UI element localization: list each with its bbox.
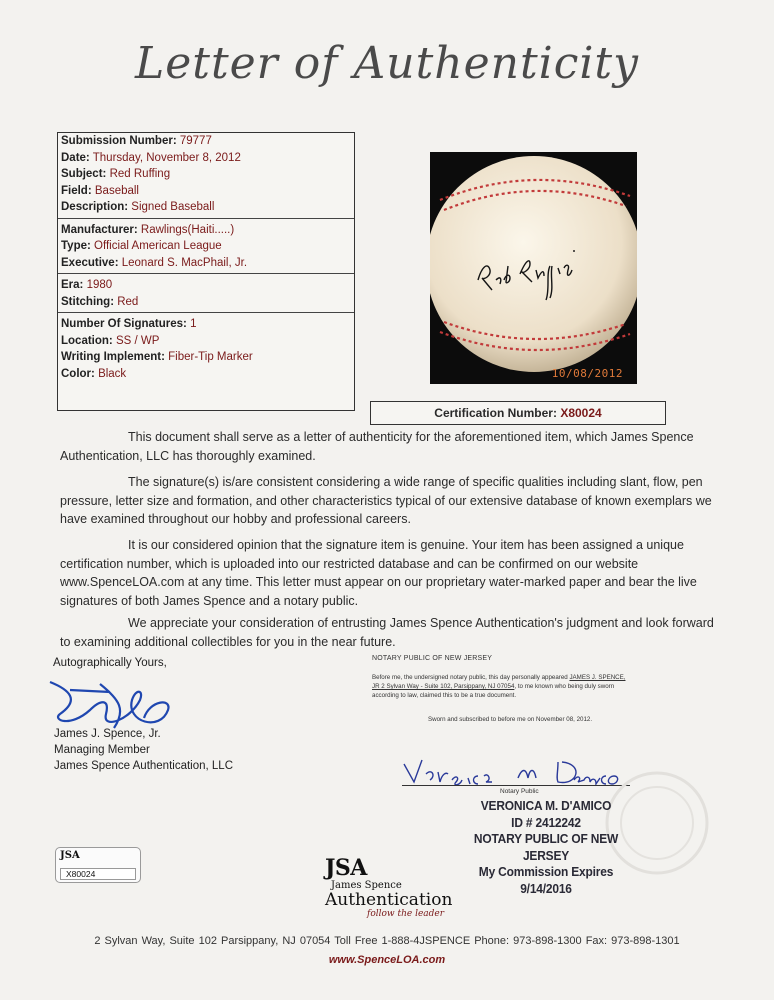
detail-row: [58, 255, 354, 272]
detail-row: [58, 166, 354, 183]
detail-value: Fiber-Tip Marker: [168, 351, 253, 363]
notary-sworn-text: Sworn and subscribed to before me on November 08, 2012.: [428, 716, 593, 723]
notary-signature-stroke: [404, 760, 618, 785]
stamp-title: NOTARY PUBLIC OF NEW JERSEY: [473, 831, 619, 863]
certification-number-box: [370, 401, 666, 425]
detail-row: [58, 133, 354, 150]
paragraph: [60, 614, 720, 651]
signer-role: Managing Member: [54, 744, 150, 756]
detail-value: Red: [117, 295, 139, 308]
detail-label: Submission Number:: [61, 135, 177, 147]
detail-value: Leonard S. MacPhail, Jr.: [121, 256, 248, 269]
signer-company: James Spence Authentication, LLC: [54, 760, 234, 772]
jsa-logo: [325, 855, 475, 919]
divider: [58, 273, 354, 274]
detail-label: Color:: [61, 367, 95, 380]
jsa-sticker: [55, 847, 141, 883]
sticker-logo: JSA: [60, 850, 80, 861]
detail-label: Manufacturer:: [61, 223, 138, 236]
detail-label: Location:: [61, 334, 113, 347]
detail-value: Official American League: [94, 240, 222, 252]
baseball-photo: [430, 152, 637, 384]
detail-row: [58, 199, 354, 216]
detail-label: Type:: [61, 240, 91, 252]
signature-stroke: [50, 682, 168, 728]
divider: [58, 218, 354, 219]
page-title: Letter of Authenticity: [135, 38, 639, 89]
paragraph-text: The signature(s) is/are consistent considering a wide range of specific qualities including slant, flow, pen pressure, letter size and formation, and other characteristics typical of our extensive database of known exemplars we have examined throughout our hobby and professional careers.: [60, 475, 712, 526]
sticker-number: X80024: [60, 868, 136, 880]
signer-block: [54, 726, 233, 774]
paragraph-text: This document shall serve as a letter of authenticity for the aforementioned item, which James Spence Authentication, LLC has thoroughly examined.: [60, 430, 694, 463]
detail-label: Stitching:: [61, 295, 115, 308]
detail-value: Signed Baseball: [131, 201, 215, 213]
footer-address: 2 Sylvan Way, Suite 102 Parsippany, NJ 07054 Toll Free 1-888-4JSPENCE Phone: 973-898-1300 Fax: 973-898-1301: [94, 935, 680, 947]
detail-value: 79777: [179, 135, 212, 147]
detail-row: [58, 222, 354, 239]
detail-row: [58, 277, 354, 294]
notary-stamp: [454, 798, 638, 897]
logo-james-spence: James Spence: [331, 880, 402, 891]
stamp-commission: My Commission Expires 9/14/2016: [478, 864, 614, 896]
certification-number: X80024: [560, 406, 602, 420]
detail-value: 1: [190, 318, 197, 330]
detail-label: Date:: [61, 151, 90, 164]
detail-label: Executive:: [61, 256, 119, 269]
baseball-image: [430, 152, 637, 384]
paragraph-text: We appreciate your consideration of entrusting James Spence Authentication's judgment and look forward to examining additional collectibles for you in the near future.: [60, 616, 714, 649]
detail-row: [58, 366, 354, 383]
divider: [58, 312, 354, 313]
detail-label: Number Of Signatures:: [61, 318, 187, 330]
notary-signature-line: [402, 785, 630, 786]
paragraph: [60, 428, 720, 465]
signer-name: James J. Spence, Jr.: [54, 728, 161, 740]
detail-row: [58, 333, 354, 350]
detail-value: Baseball: [94, 184, 139, 197]
item-details-table: [57, 132, 355, 411]
stamp-id: ID # 2412242: [511, 814, 581, 830]
detail-row: [58, 349, 354, 366]
notary-heading: NOTARY PUBLIC OF NEW JERSEY: [372, 655, 493, 662]
detail-label: Era:: [61, 279, 84, 291]
detail-value: Thursday, November 8, 2012: [92, 151, 241, 164]
logo-authentication: Authentication: [325, 890, 453, 910]
closing-text: Autographically Yours,: [53, 657, 167, 669]
detail-value: Black: [98, 367, 127, 380]
notary-appeared: JAMES J. SPENCE, JR 2 Sylvan Way - Suite 102, Parsippany, NJ 07054: [372, 674, 626, 690]
stamp-name: VERONICA M. D'AMICO: [480, 798, 612, 813]
detail-value: Rawlings(Haiti.....): [140, 223, 235, 236]
detail-value: SS / WP: [115, 334, 160, 347]
detail-row: [58, 294, 354, 311]
certification-label: Certification Number:: [434, 406, 557, 420]
notary-text-before: Before me, the undersigned notary public, this day personally appeared: [372, 674, 568, 681]
logo-tagline: follow the leader: [367, 909, 445, 919]
paragraph: [60, 473, 720, 529]
detail-label: Subject:: [61, 168, 107, 180]
detail-label: Field:: [61, 184, 92, 197]
paragraph-text: It is our considered opinion that the signature item is genuine. Your item has been assigned a unique certification number, which is uploaded into our restricted database and can be confirmed on our website www.SpenceLOA.com at any time. This letter must appear on our proprietary water-marked paper and bear the live signatures of both James Spence and a notary public.: [60, 538, 697, 608]
notary-public-label: Notary Public: [500, 788, 539, 795]
detail-value: 1980: [86, 279, 113, 291]
detail-row: [58, 316, 354, 333]
detail-row: [58, 238, 354, 255]
detail-label: Description:: [61, 201, 129, 213]
detail-label: Writing Implement:: [61, 351, 165, 363]
detail-row: [58, 183, 354, 200]
detail-row: [58, 150, 354, 167]
detail-value: Red Ruffing: [109, 168, 171, 180]
photo-date-stamp: 10/08/2012: [551, 367, 623, 380]
notary-statement: [372, 673, 632, 700]
footer-url: www.SpenceLOA.com: [328, 954, 446, 966]
notary-text-after: , to me known who being duly sworn according to law, claimed this to be a true document.: [372, 683, 615, 699]
paragraph: [60, 536, 720, 610]
logo-jsa: JSA: [325, 855, 367, 881]
